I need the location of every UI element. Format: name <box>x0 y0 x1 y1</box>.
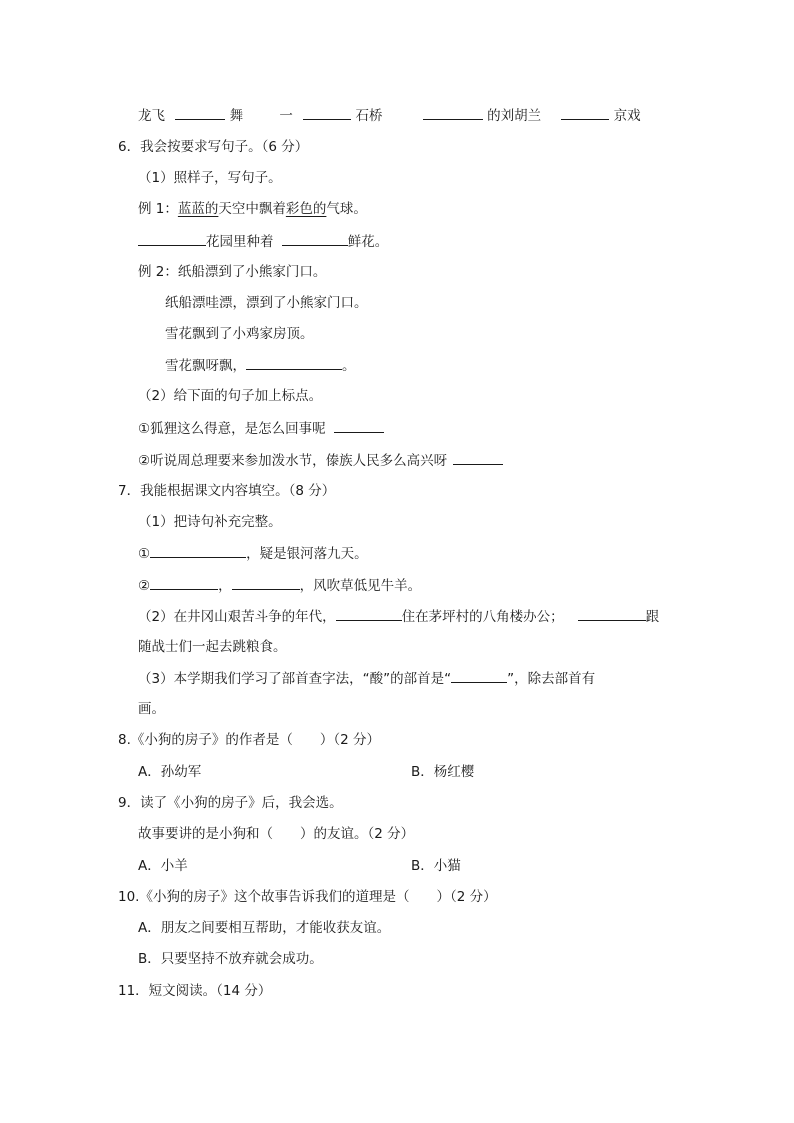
circled-number: ① <box>138 546 151 562</box>
blank-input[interactable] <box>578 607 646 621</box>
fill-text: 花园里种着 <box>206 234 274 250</box>
blank-input[interactable] <box>336 607 402 621</box>
blank-input[interactable] <box>451 669 507 683</box>
q6-sentence1 <box>138 419 384 438</box>
blank-input[interactable] <box>246 356 342 370</box>
fill-text: 。 <box>342 358 356 374</box>
q10-title: 10.《小狗的房子》这个故事告诉我们的道理是（ ）（2 分） <box>118 889 497 905</box>
fill-text: 跟 <box>645 609 660 625</box>
example-text: 气球。 <box>326 201 367 217</box>
q9-option-a[interactable]: A．小羊 <box>138 858 188 874</box>
q8-title: 8.《小狗的房子》的作者是（ ）（2 分） <box>118 732 381 748</box>
poem-text: ，风吹草低见牛羊。 <box>299 578 422 594</box>
fill-text: 住在茅坪村的八角楼办公； <box>401 609 564 625</box>
poem-text: ，疑是银河落九天。 <box>246 546 368 562</box>
q6-example2-a: 纸船漂哇漂，漂到了小熊家门口。 <box>165 295 368 311</box>
blank-input[interactable] <box>150 544 246 558</box>
q6-part1: （1）照样子，写句子。 <box>138 170 282 186</box>
poem-text: ， <box>218 578 232 594</box>
q7-line2 <box>138 576 421 595</box>
underlined-word: 蓝蓝的 <box>177 201 219 217</box>
q6-example2-b: 雪花飘到了小鸡家房顶。 <box>165 326 314 342</box>
blank-input[interactable] <box>282 232 348 246</box>
blank-input[interactable] <box>423 106 483 120</box>
q7-part3-cont: 画。 <box>138 701 165 717</box>
fill-row <box>138 106 641 125</box>
underlined-word: 彩色的 <box>285 201 327 217</box>
fill-text: 鲜花。 <box>347 234 389 250</box>
sentence-text: ①狐狸这么得意，是怎么回事呢 <box>138 421 326 437</box>
q7-title: 7．我能根据课文内容填空。（8 分） <box>118 483 336 499</box>
fill-text-yi: 一 <box>279 108 293 124</box>
blank-input[interactable] <box>232 576 300 590</box>
fill-text: （2）在井冈山艰苦斗争的年代， <box>138 609 336 625</box>
fill-text: 雪花飘呀飘， <box>165 358 246 374</box>
q6-example1 <box>138 200 367 218</box>
fill-text: ”，除去部首有 <box>507 671 596 687</box>
q6-sentence2 <box>138 451 503 470</box>
q6-part2: （2）给下面的句子加上标点。 <box>138 388 323 404</box>
example-label: 例 1： <box>138 201 178 217</box>
fill-text-shiqiao: 石桥 <box>355 108 383 124</box>
fill-text-liuhulan: 的刘胡兰 <box>487 108 542 124</box>
q9-stem: 故事要讲的是小狗和（ ）的友谊。（2 分） <box>138 826 415 842</box>
fill-text: （3）本学期我们学习了部首查字法，“酸”的部首是“ <box>138 671 452 687</box>
blank-input[interactable] <box>175 106 225 120</box>
q10-option-b[interactable]: B．只要坚持不放弃就会成功。 <box>138 951 323 967</box>
blank-input[interactable] <box>303 106 351 120</box>
q11-title: 11．短文阅读。（14 分） <box>118 983 272 999</box>
q6-example1-fill <box>138 232 388 251</box>
q7-part1: （1）把诗句补充完整。 <box>138 514 282 530</box>
q8-option-b[interactable]: B．杨红樱 <box>411 764 475 780</box>
q7-part2-cont: 随战士们一起去跳粮食。 <box>138 639 287 655</box>
blank-input[interactable] <box>150 576 218 590</box>
blank-input[interactable] <box>334 419 384 433</box>
q10-option-a[interactable]: A．朋友之间要相互帮助，才能收获友谊。 <box>138 920 391 936</box>
circled-number: ② <box>138 578 151 594</box>
q7-line1 <box>138 544 368 563</box>
q9-title: 9．读了《小狗的房子》后，我会选。 <box>118 795 343 811</box>
q6-title: 6．我会按要求写句子。（6 分） <box>118 139 309 155</box>
example-text: 天空中飘着 <box>218 201 286 217</box>
q7-part2 <box>138 607 659 626</box>
q7-part3 <box>138 669 595 688</box>
q8-option-a[interactable]: A．孙幼军 <box>138 764 202 780</box>
fill-text-wu: 舞 <box>229 108 244 124</box>
q6-example2: 例 2：纸船漂到了小熊家门口。 <box>138 264 327 280</box>
fill-text-jingxi: 京戏 <box>613 108 641 124</box>
q9-option-b[interactable]: B．小猫 <box>411 858 461 874</box>
sentence-text: ②听说周总理要来参加泼水节，傣族人民多么高兴呀 <box>138 453 448 469</box>
fill-text-longfei: 龙飞 <box>138 108 165 124</box>
q6-example2-c <box>165 356 356 375</box>
blank-input[interactable] <box>453 451 503 465</box>
blank-input[interactable] <box>138 232 206 246</box>
blank-input[interactable] <box>561 106 609 120</box>
